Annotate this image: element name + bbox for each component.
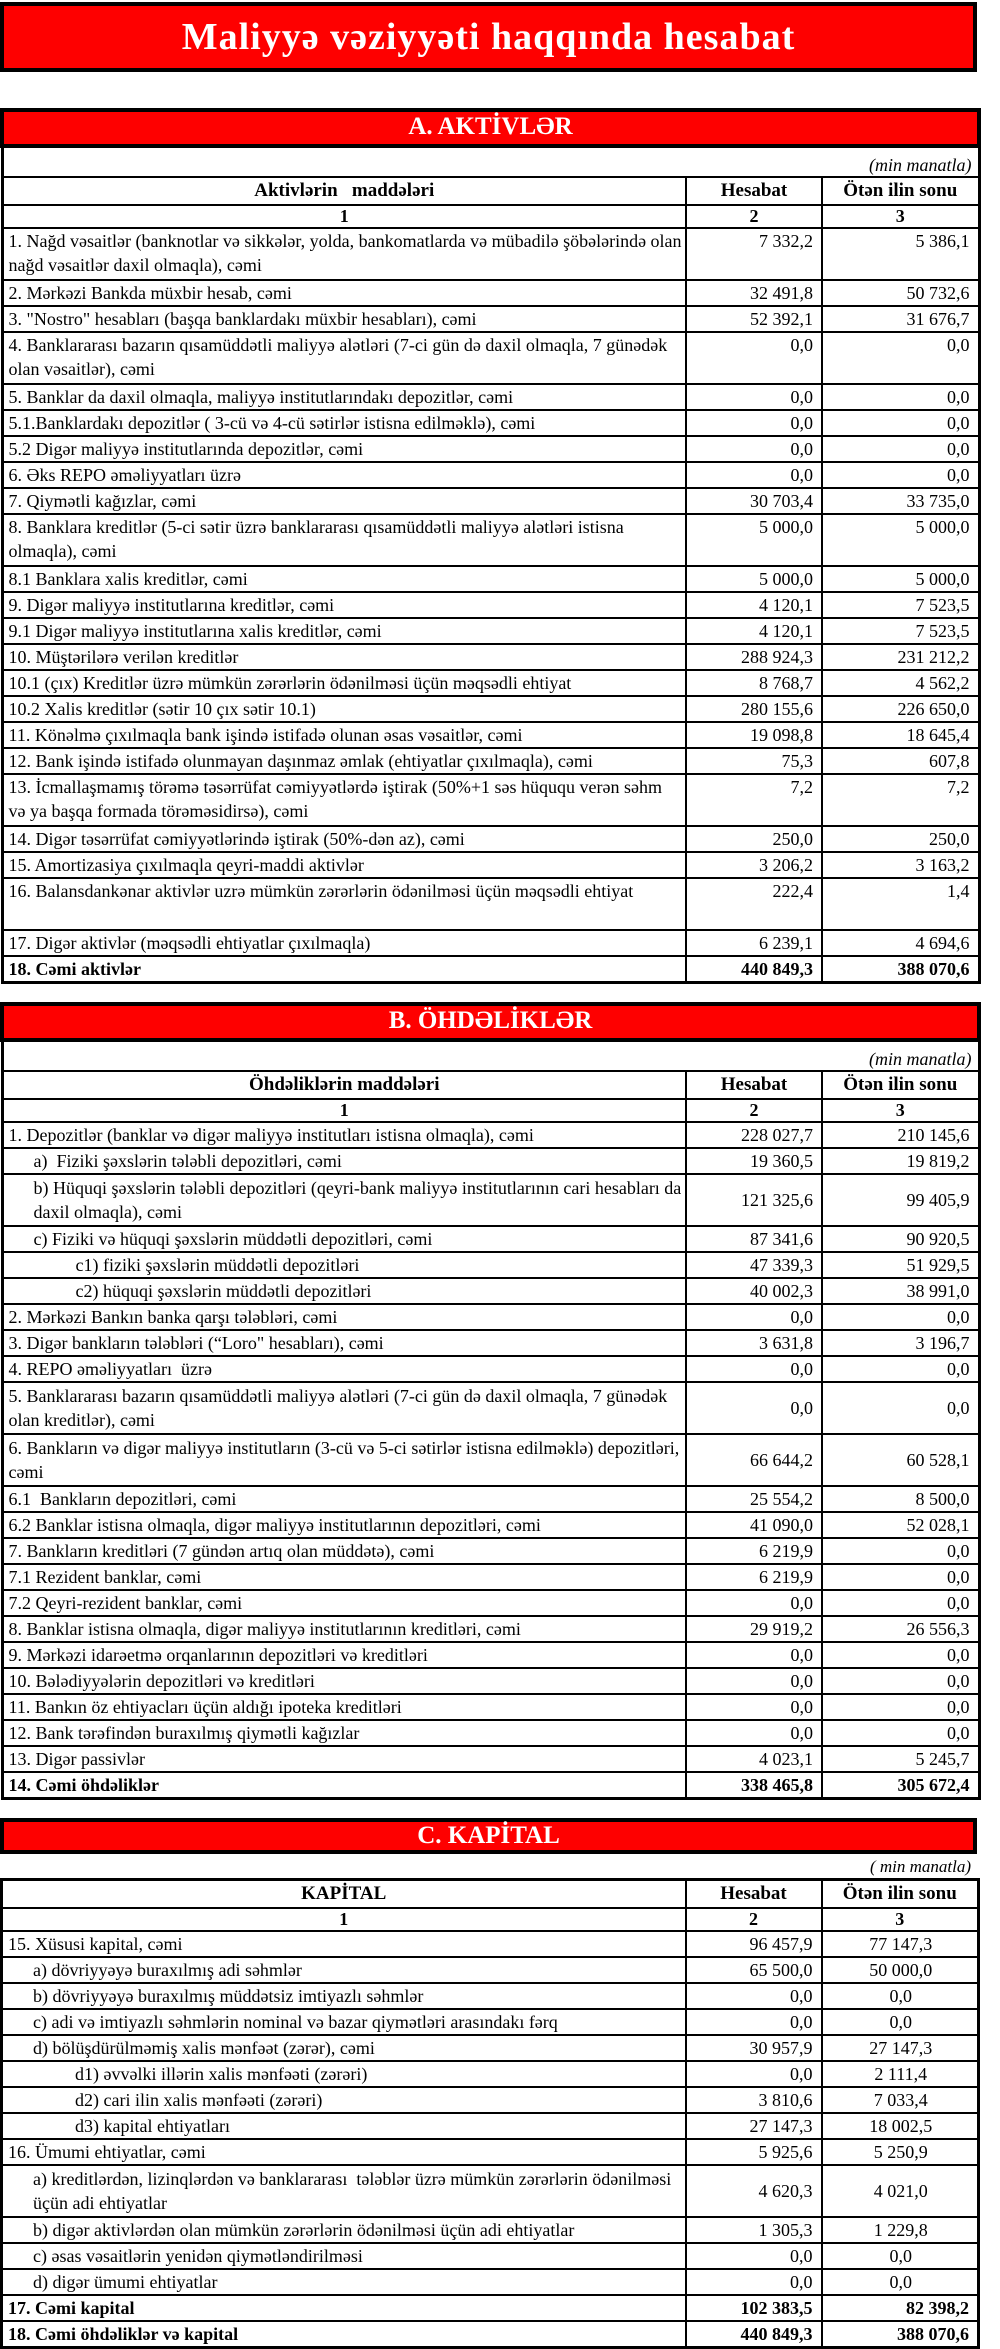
capital-table: [0, 1878, 980, 2349]
row-value-previous-year: 0,0: [822, 1983, 979, 2009]
table-row: [2, 566, 979, 592]
row-value-previous-year: 0,0: [822, 1538, 979, 1564]
table-row: [2, 2165, 979, 2217]
row-label: c) əsas vəsaitlərin yenidən qiymətləndirilməsi: [2, 2243, 686, 2269]
table-row: [2, 228, 979, 280]
table-row: [2, 1304, 979, 1330]
table-row: [2, 514, 979, 566]
report-title: Maliyyə vəziyyəti haqqında hesabat: [181, 16, 796, 58]
unit-note-row: [2, 146, 979, 177]
row-label: d1) əvvəlki illərin xalis mənfəəti (zərəri): [2, 2061, 686, 2087]
row-value-hesabat: 87 341,6: [686, 1226, 822, 1252]
row-value-previous-year: 38 991,0: [822, 1278, 979, 1304]
row-label: a) dövriyyəyə buraxılmış adi səhmlər: [2, 1957, 686, 1983]
row-label: 16. Balansdankənar aktivlər uzrə mümkün zərərlərin ödənilməsi üçün məqsədli ehtiyat: [2, 878, 686, 930]
row-value-previous-year: 305 672,4: [822, 1772, 979, 1799]
col-number-2: 2: [686, 1908, 822, 1931]
row-value-hesabat: 3 631,8: [686, 1330, 822, 1356]
col-header-items: Aktivlərin maddələri: [2, 177, 686, 205]
row-label: c2) hüquqi şəxslərin müddətli depozitləri: [2, 1278, 686, 1304]
row-value-hesabat: 6 219,9: [686, 1564, 822, 1590]
row-label: 10. Bələdiyyələrin depozitləri və kreditləri: [2, 1668, 686, 1694]
row-value-hesabat: 440 849,3: [686, 956, 822, 983]
row-label: c) Fiziki və hüquqi şəxslərin müddətli depozitləri, cəmi: [2, 1226, 686, 1252]
table-row: [2, 826, 979, 852]
table-row: [2, 410, 979, 436]
row-label: 7.2 Qeyri-rezident banklar, cəmi: [2, 1590, 686, 1616]
section-c-banner-label: C. KAPİTAL: [417, 1822, 560, 1849]
row-label: 18. Cəmi aktivlər: [2, 956, 686, 983]
table-row: [2, 1668, 979, 1694]
row-value-previous-year: 7 033,4: [822, 2087, 979, 2113]
row-value-hesabat: 1 305,3: [686, 2217, 822, 2243]
row-label: a) kreditlərdən, lizinqlərdən və banklararası tələblər üzrə mümkün zərərlərin ödənilməsi üçün adi ehtiyatlar: [2, 2165, 686, 2217]
row-value-previous-year: 50 000,0: [822, 1957, 979, 1983]
row-value-hesabat: 6 239,1: [686, 930, 822, 956]
table-row: [2, 462, 979, 488]
row-value-hesabat: 6 219,9: [686, 1538, 822, 1564]
row-value-previous-year: 26 556,3: [822, 1616, 979, 1642]
table-row: [2, 956, 979, 983]
table-row: [2, 1931, 979, 1957]
table-row: [2, 280, 979, 306]
row-value-previous-year: 231 212,2: [822, 644, 979, 670]
row-label: 16. Ümumi ehtiyatlar, cəmi: [2, 2139, 686, 2165]
column-number-row: [2, 205, 979, 228]
table-row: [2, 1226, 979, 1252]
row-value-previous-year: 5 250,9: [822, 2139, 979, 2165]
table-row: [2, 2061, 979, 2087]
row-value-hesabat: 32 491,8: [686, 280, 822, 306]
column-header-row: [2, 1880, 979, 1909]
row-value-previous-year: 90 920,5: [822, 1226, 979, 1252]
row-value-hesabat: 3 206,2: [686, 852, 822, 878]
row-label: 13. İcmallaşmamış törəmə təsərrüfat cəmiyyətlərdə iştirak (50%+1 səs hüququ verən səhm və ya başqa formada törəməsidirsə), cəmi: [2, 774, 686, 826]
table-row: [2, 1356, 979, 1382]
row-label: 7. Bankların kreditləri (7 gündən artıq olan müddətə), cəmi: [2, 1538, 686, 1564]
row-value-hesabat: 40 002,3: [686, 1278, 822, 1304]
row-value-hesabat: 4 120,1: [686, 592, 822, 618]
row-value-previous-year: 0,0: [822, 1382, 979, 1434]
row-label: 9.1 Digər maliyyə institutlarına xalis kreditlər, cəmi: [2, 618, 686, 644]
row-label: 7. Qiymətli kağızlar, cəmi: [2, 488, 686, 514]
row-value-previous-year: 0,0: [822, 1356, 979, 1382]
table-row: [2, 332, 979, 384]
table-row: [2, 1590, 979, 1616]
row-value-hesabat: 0,0: [686, 2061, 822, 2087]
row-value-previous-year: 31 676,7: [822, 306, 979, 332]
row-value-hesabat: 4 620,3: [686, 2165, 822, 2217]
row-value-hesabat: 30 703,4: [686, 488, 822, 514]
table-row: [2, 2009, 979, 2035]
row-value-previous-year: 4 562,2: [822, 670, 979, 696]
table-row: [2, 384, 979, 410]
col-number-1: 1: [2, 205, 686, 228]
row-value-previous-year: 7 523,5: [822, 618, 979, 644]
row-value-previous-year: 1 229,8: [822, 2217, 979, 2243]
row-value-hesabat: 0,0: [686, 1590, 822, 1616]
column-number-row: [2, 1099, 979, 1122]
row-label: 1. Nağd vəsaitlər (banknotlar və sikkələr, yolda, bankomatlarda və mübadilə şöbələrində olan nağd vəsaitlər daxil olmaqla), cəmi: [2, 228, 686, 280]
row-value-hesabat: 41 090,0: [686, 1512, 822, 1538]
row-value-previous-year: 27 147,3: [822, 2035, 979, 2061]
row-value-previous-year: 5 000,0: [822, 514, 979, 566]
row-value-hesabat: 5 925,6: [686, 2139, 822, 2165]
row-value-previous-year: 0,0: [822, 1590, 979, 1616]
row-label: 11. Könəlmə çıxılmaqla bank işində istifadə olunan əsas vəsaitlər, cəmi: [2, 722, 686, 748]
table-row: [2, 644, 979, 670]
row-label: 15. Amortizasiya çıxılmaqla qeyri-maddi aktivlər: [2, 852, 686, 878]
row-value-hesabat: 280 155,6: [686, 696, 822, 722]
row-label: 10.2 Xalis kreditlər (sətir 10 çıx sətir 10.1): [2, 696, 686, 722]
row-value-previous-year: 0,0: [822, 1668, 979, 1694]
row-value-hesabat: 228 027,7: [686, 1122, 822, 1148]
row-label: 4. Banklararası bazarın qısamüddətli maliyyə alətləri (7-ci gün də daxil olmaqla, 7 günədək olan vəsaitlər), cəmi: [2, 332, 686, 384]
row-label: 4. REPO əməliyyatları üzrə: [2, 1356, 686, 1382]
table-row: [2, 1564, 979, 1590]
capital-section: [0, 1818, 977, 2349]
row-value-hesabat: 5 000,0: [686, 566, 822, 592]
table-row: [2, 852, 979, 878]
row-label: 9. Digər maliyyə institutlarına kreditlər, cəmi: [2, 592, 686, 618]
row-label: 5.1.Banklardakı depozitlər ( 3-cü və 4-cü sətirlər istisna edilməklə), cəmi: [2, 410, 686, 436]
table-row: [2, 774, 979, 826]
row-value-previous-year: 0,0: [822, 1304, 979, 1330]
row-label: 7.1 Rezident banklar, cəmi: [2, 1564, 686, 1590]
table-row: [2, 1148, 979, 1174]
table-row: [2, 696, 979, 722]
row-value-hesabat: 4 120,1: [686, 618, 822, 644]
row-value-hesabat: 19 098,8: [686, 722, 822, 748]
table-row: [2, 1538, 979, 1564]
row-value-hesabat: 0,0: [686, 410, 822, 436]
row-label: 14. Cəmi öhdəliklər: [2, 1772, 686, 1799]
col-number-3: 3: [822, 1908, 979, 1931]
row-value-previous-year: 4 694,6: [822, 930, 979, 956]
row-value-previous-year: 50 732,6: [822, 280, 979, 306]
row-value-previous-year: 4 021,0: [822, 2165, 979, 2217]
row-value-previous-year: 0,0: [822, 1642, 979, 1668]
row-label: 13. Digər passivlər: [2, 1746, 686, 1772]
row-value-previous-year: 7 523,5: [822, 592, 979, 618]
col-header-previous-year: Ötən ilin sonu: [822, 1880, 979, 1909]
unit-note: (min manatla): [2, 1040, 979, 1071]
row-value-previous-year: 0,0: [822, 2269, 979, 2295]
row-value-previous-year: 210 145,6: [822, 1122, 979, 1148]
row-value-previous-year: 0,0: [822, 1564, 979, 1590]
row-value-previous-year: 226 650,0: [822, 696, 979, 722]
row-label: 2. Mərkəzi Bankın banka qarşı tələbləri, cəmi: [2, 1304, 686, 1330]
table-row: [2, 1694, 979, 1720]
col-header-items: Öhdəliklərin maddələri: [2, 1071, 686, 1099]
table-row: [2, 2295, 979, 2321]
row-value-previous-year: 7,2: [822, 774, 979, 826]
row-label: d) bölüşdürülməmiş xalis mənfəət (zərər), cəmi: [2, 2035, 686, 2061]
col-header-previous-year: Ötən ilin sonu: [822, 177, 979, 205]
row-value-hesabat: 0,0: [686, 436, 822, 462]
row-label: c1) fiziki şəxslərin müddətli depozitləri: [2, 1252, 686, 1278]
row-value-previous-year: 2 111,4: [822, 2061, 979, 2087]
row-label: 1. Depozitlər (banklar və digər maliyyə institutları istisna olmaqla), cəmi: [2, 1122, 686, 1148]
table-row: [2, 592, 979, 618]
row-value-previous-year: 1,4: [822, 878, 979, 930]
row-value-hesabat: 0,0: [686, 1356, 822, 1382]
col-number-2: 2: [686, 1099, 822, 1122]
row-label: 17. Cəmi kapital: [2, 2295, 686, 2321]
row-value-previous-year: 77 147,3: [822, 1931, 979, 1957]
row-value-hesabat: 102 383,5: [686, 2295, 822, 2321]
table-row: [2, 2321, 979, 2348]
row-label: 3. "Nostro" hesabları (başqa banklardakı müxbir hesabları), cəmi: [2, 306, 686, 332]
row-value-hesabat: 5 000,0: [686, 514, 822, 566]
row-label: 15. Xüsusi kapital, cəmi: [2, 1931, 686, 1957]
liabilities-table: [0, 1002, 981, 1800]
row-value-previous-year: 0,0: [822, 2243, 979, 2269]
table-row: [2, 1486, 979, 1512]
table-row: [2, 1174, 979, 1226]
row-value-hesabat: 0,0: [686, 384, 822, 410]
row-value-hesabat: 25 554,2: [686, 1486, 822, 1512]
row-value-hesabat: 7 332,2: [686, 228, 822, 280]
col-header-items: KAPİTAL: [2, 1880, 686, 1909]
col-header-previous-year: Ötən ilin sonu: [822, 1071, 979, 1099]
table-row: [2, 1278, 979, 1304]
row-value-hesabat: 0,0: [686, 332, 822, 384]
row-label: 10.1 (çıx) Kreditlər üzrə mümkün zərərlərin ödənilməsi üçün məqsədli ehtiyat: [2, 670, 686, 696]
table-row: [2, 618, 979, 644]
row-value-hesabat: 4 023,1: [686, 1746, 822, 1772]
row-value-previous-year: 3 163,2: [822, 852, 979, 878]
row-value-previous-year: 5 000,0: [822, 566, 979, 592]
row-label: 5. Banklararası bazarın qısamüddətli maliyyə alətləri (7-ci gün də daxil olmaqla, 7 günədək olan kreditlər), cəmi: [2, 1382, 686, 1434]
row-value-previous-year: 18 002,5: [822, 2113, 979, 2139]
row-value-hesabat: 0,0: [686, 462, 822, 488]
row-value-hesabat: 0,0: [686, 1668, 822, 1694]
row-label: d) digər ümumi ehtiyatlar: [2, 2269, 686, 2295]
row-label: 6. Əks REPO əməliyyatları üzrə: [2, 462, 686, 488]
row-value-hesabat: 52 392,1: [686, 306, 822, 332]
col-header-hesabat: Hesabat: [686, 1880, 822, 1909]
section-b-banner-label: B. ÖHDƏLİKLƏR: [2, 1004, 979, 1040]
table-row: [2, 306, 979, 332]
table-row: [2, 670, 979, 696]
assets-section: [0, 108, 977, 984]
row-value-hesabat: 27 147,3: [686, 2113, 822, 2139]
row-value-previous-year: 99 405,9: [822, 1174, 979, 1226]
col-number-3: 3: [822, 205, 979, 228]
row-value-hesabat: 250,0: [686, 826, 822, 852]
row-value-previous-year: 52 028,1: [822, 1512, 979, 1538]
liabilities-section: [0, 1002, 977, 1800]
row-value-hesabat: 440 849,3: [686, 2321, 822, 2348]
row-value-previous-year: 5 245,7: [822, 1746, 979, 1772]
table-row: [2, 1512, 979, 1538]
row-value-hesabat: 288 924,3: [686, 644, 822, 670]
assets-table: [0, 108, 981, 984]
table-row: [2, 1720, 979, 1746]
row-value-previous-year: 0,0: [822, 332, 979, 384]
section-c-banner: [0, 1818, 977, 1854]
row-value-previous-year: 60 528,1: [822, 1434, 979, 1486]
row-value-previous-year: 33 735,0: [822, 488, 979, 514]
table-row: [2, 1330, 979, 1356]
col-header-hesabat: Hesabat: [686, 1071, 822, 1099]
row-value-previous-year: 0,0: [822, 384, 979, 410]
column-header-row: [2, 1071, 979, 1099]
row-value-hesabat: 0,0: [686, 2009, 822, 2035]
row-value-hesabat: 29 919,2: [686, 1616, 822, 1642]
row-value-previous-year: 388 070,6: [822, 956, 979, 983]
col-number-1: 1: [2, 1099, 686, 1122]
row-label: 9. Mərkəzi idarəetmə orqanlarının depozitləri və kreditləri: [2, 1642, 686, 1668]
row-value-previous-year: 0,0: [822, 1720, 979, 1746]
table-row: [2, 2035, 979, 2061]
row-value-previous-year: 8 500,0: [822, 1486, 979, 1512]
row-value-previous-year: 19 819,2: [822, 1148, 979, 1174]
report-title-banner: [0, 2, 977, 72]
row-value-hesabat: 75,3: [686, 748, 822, 774]
row-value-previous-year: 388 070,6: [822, 2321, 979, 2348]
table-row: [2, 878, 979, 930]
col-header-hesabat: Hesabat: [686, 177, 822, 205]
column-number-row: [2, 1908, 979, 1931]
table-row: [2, 1616, 979, 1642]
row-label: 5. Banklar da daxil olmaqla, maliyyə institutlarındakı depozitlər, cəmi: [2, 384, 686, 410]
row-label: 12. Bank işində istifadə olunmayan daşınmaz əmlak (ehtiyatlar çıxılmaqla), cəmi: [2, 748, 686, 774]
row-label: d3) kapital ehtiyatları: [2, 2113, 686, 2139]
row-label: b) dövriyyəyə buraxılmış müddətsiz imtiyazlı səhmlər: [2, 1983, 686, 2009]
row-value-hesabat: 0,0: [686, 1694, 822, 1720]
row-value-hesabat: 0,0: [686, 2243, 822, 2269]
row-label: 5.2 Digər maliyyə institutlarında depozitlər, cəmi: [2, 436, 686, 462]
col-number-2: 2: [686, 205, 822, 228]
row-label: 6.2 Banklar istisna olmaqla, digər maliyyə institutlarının depozitləri, cəmi: [2, 1512, 686, 1538]
row-label: 12. Bank tərəfindən buraxılmış qiymətli kağızlar: [2, 1720, 686, 1746]
table-row: [2, 2139, 979, 2165]
section-a-banner: [2, 110, 979, 146]
row-label: 8.1 Banklara xalis kreditlər, cəmi: [2, 566, 686, 592]
row-value-previous-year: 0,0: [822, 1694, 979, 1720]
table-row: [2, 2113, 979, 2139]
table-row: [2, 2087, 979, 2113]
row-value-hesabat: 0,0: [686, 1304, 822, 1330]
unit-note: ( min manatla): [869, 1857, 971, 1876]
row-value-hesabat: 0,0: [686, 2269, 822, 2295]
row-value-hesabat: 121 325,6: [686, 1174, 822, 1226]
row-value-hesabat: 3 810,6: [686, 2087, 822, 2113]
table-row: [2, 2269, 979, 2295]
table-row: [2, 488, 979, 514]
table-row: [2, 1746, 979, 1772]
unit-note: (min manatla): [2, 146, 979, 177]
row-value-hesabat: 96 457,9: [686, 1931, 822, 1957]
row-label: 10. Müştərilərə verilən kreditlər: [2, 644, 686, 670]
row-label: 18. Cəmi öhdəliklər və kapital: [2, 2321, 686, 2348]
row-value-hesabat: 0,0: [686, 1642, 822, 1668]
row-value-hesabat: 8 768,7: [686, 670, 822, 696]
table-row: [2, 1772, 979, 1799]
row-value-previous-year: 0,0: [822, 462, 979, 488]
table-row: [2, 1122, 979, 1148]
row-value-hesabat: 30 957,9: [686, 2035, 822, 2061]
row-value-previous-year: 18 645,4: [822, 722, 979, 748]
row-value-previous-year: 82 398,2: [822, 2295, 979, 2321]
row-label: 11. Bankın öz ehtiyacları üçün aldığı ipoteka kreditləri: [2, 1694, 686, 1720]
row-label: 3. Digər bankların tələbləri (“Loro" hesabları), cəmi: [2, 1330, 686, 1356]
row-value-hesabat: 0,0: [686, 1983, 822, 2009]
table-row: [2, 1252, 979, 1278]
table-row: [2, 2243, 979, 2269]
row-value-hesabat: 338 465,8: [686, 1772, 822, 1799]
row-value-previous-year: 0,0: [822, 410, 979, 436]
row-value-previous-year: 3 196,7: [822, 1330, 979, 1356]
row-value-previous-year: 5 386,1: [822, 228, 979, 280]
row-value-hesabat: 65 500,0: [686, 1957, 822, 1983]
row-value-previous-year: 0,0: [822, 436, 979, 462]
table-row: [2, 722, 979, 748]
table-row: [2, 930, 979, 956]
row-value-hesabat: 66 644,2: [686, 1434, 822, 1486]
row-value-previous-year: 0,0: [822, 2009, 979, 2035]
table-row: [2, 1434, 979, 1486]
table-row: [2, 2217, 979, 2243]
column-header-row: [2, 177, 979, 205]
table-row: [2, 1642, 979, 1668]
table-row: [2, 436, 979, 462]
row-label: b) digər aktivlərdən olan mümkün zərərlərin ödənilməsi üçün adi ehtiyatlar: [2, 2217, 686, 2243]
row-value-hesabat: 47 339,3: [686, 1252, 822, 1278]
table-row: [2, 1382, 979, 1434]
row-value-previous-year: 250,0: [822, 826, 979, 852]
table-row: [2, 1957, 979, 1983]
row-value-hesabat: 19 360,5: [686, 1148, 822, 1174]
row-value-previous-year: 607,8: [822, 748, 979, 774]
row-label: 8. Banklar istisna olmaqla, digər maliyyə institutlarının kreditləri, cəmi: [2, 1616, 686, 1642]
row-value-hesabat: 7,2: [686, 774, 822, 826]
row-label: d2) cari ilin xalis mənfəəti (zərəri): [2, 2087, 686, 2113]
row-label: 14. Digər təsərrüfat cəmiyyətlərində iştirak (50%-dən az), cəmi: [2, 826, 686, 852]
table-row: [2, 748, 979, 774]
row-label: 6.1 Bankların depozitləri, cəmi: [2, 1486, 686, 1512]
row-label: c) adi və imtiyazlı səhmlərin nominal və bazar qiymətləri arasındakı fərq: [2, 2009, 686, 2035]
row-value-hesabat: 0,0: [686, 1382, 822, 1434]
row-label: b) Hüquqi şəxslərin tələbli depozitləri (qeyri-bank maliyyə institutlarının cari hesabları da daxil olmaqla), cəmi: [2, 1174, 686, 1226]
row-label: 8. Banklara kreditlər (5-ci sətir üzrə banklararası qısamüddətli maliyyə alətləri istisna olmaqla), cəmi: [2, 514, 686, 566]
col-number-3: 3: [822, 1099, 979, 1122]
section-a-banner-label: A. AKTİVLƏR: [2, 110, 979, 146]
section-b-banner: [2, 1004, 979, 1040]
row-label: 6. Bankların və digər maliyyə institutların (3-cü və 5-ci sətirlər istisna edilməklə) depozitləri, cəmi: [2, 1434, 686, 1486]
col-number-1: 1: [2, 1908, 686, 1931]
row-label: 2. Mərkəzi Bankda müxbir hesab, cəmi: [2, 280, 686, 306]
unit-note-row: [2, 1040, 979, 1071]
row-value-hesabat: 222,4: [686, 878, 822, 930]
row-label: 17. Digər aktivlər (məqsədli ehtiyatlar çıxılmaqla): [2, 930, 686, 956]
table-row: [2, 1983, 979, 2009]
row-label: a) Fiziki şəxslərin tələbli depozitləri, cəmi: [2, 1148, 686, 1174]
row-value-hesabat: 0,0: [686, 1720, 822, 1746]
row-value-previous-year: 51 929,5: [822, 1252, 979, 1278]
